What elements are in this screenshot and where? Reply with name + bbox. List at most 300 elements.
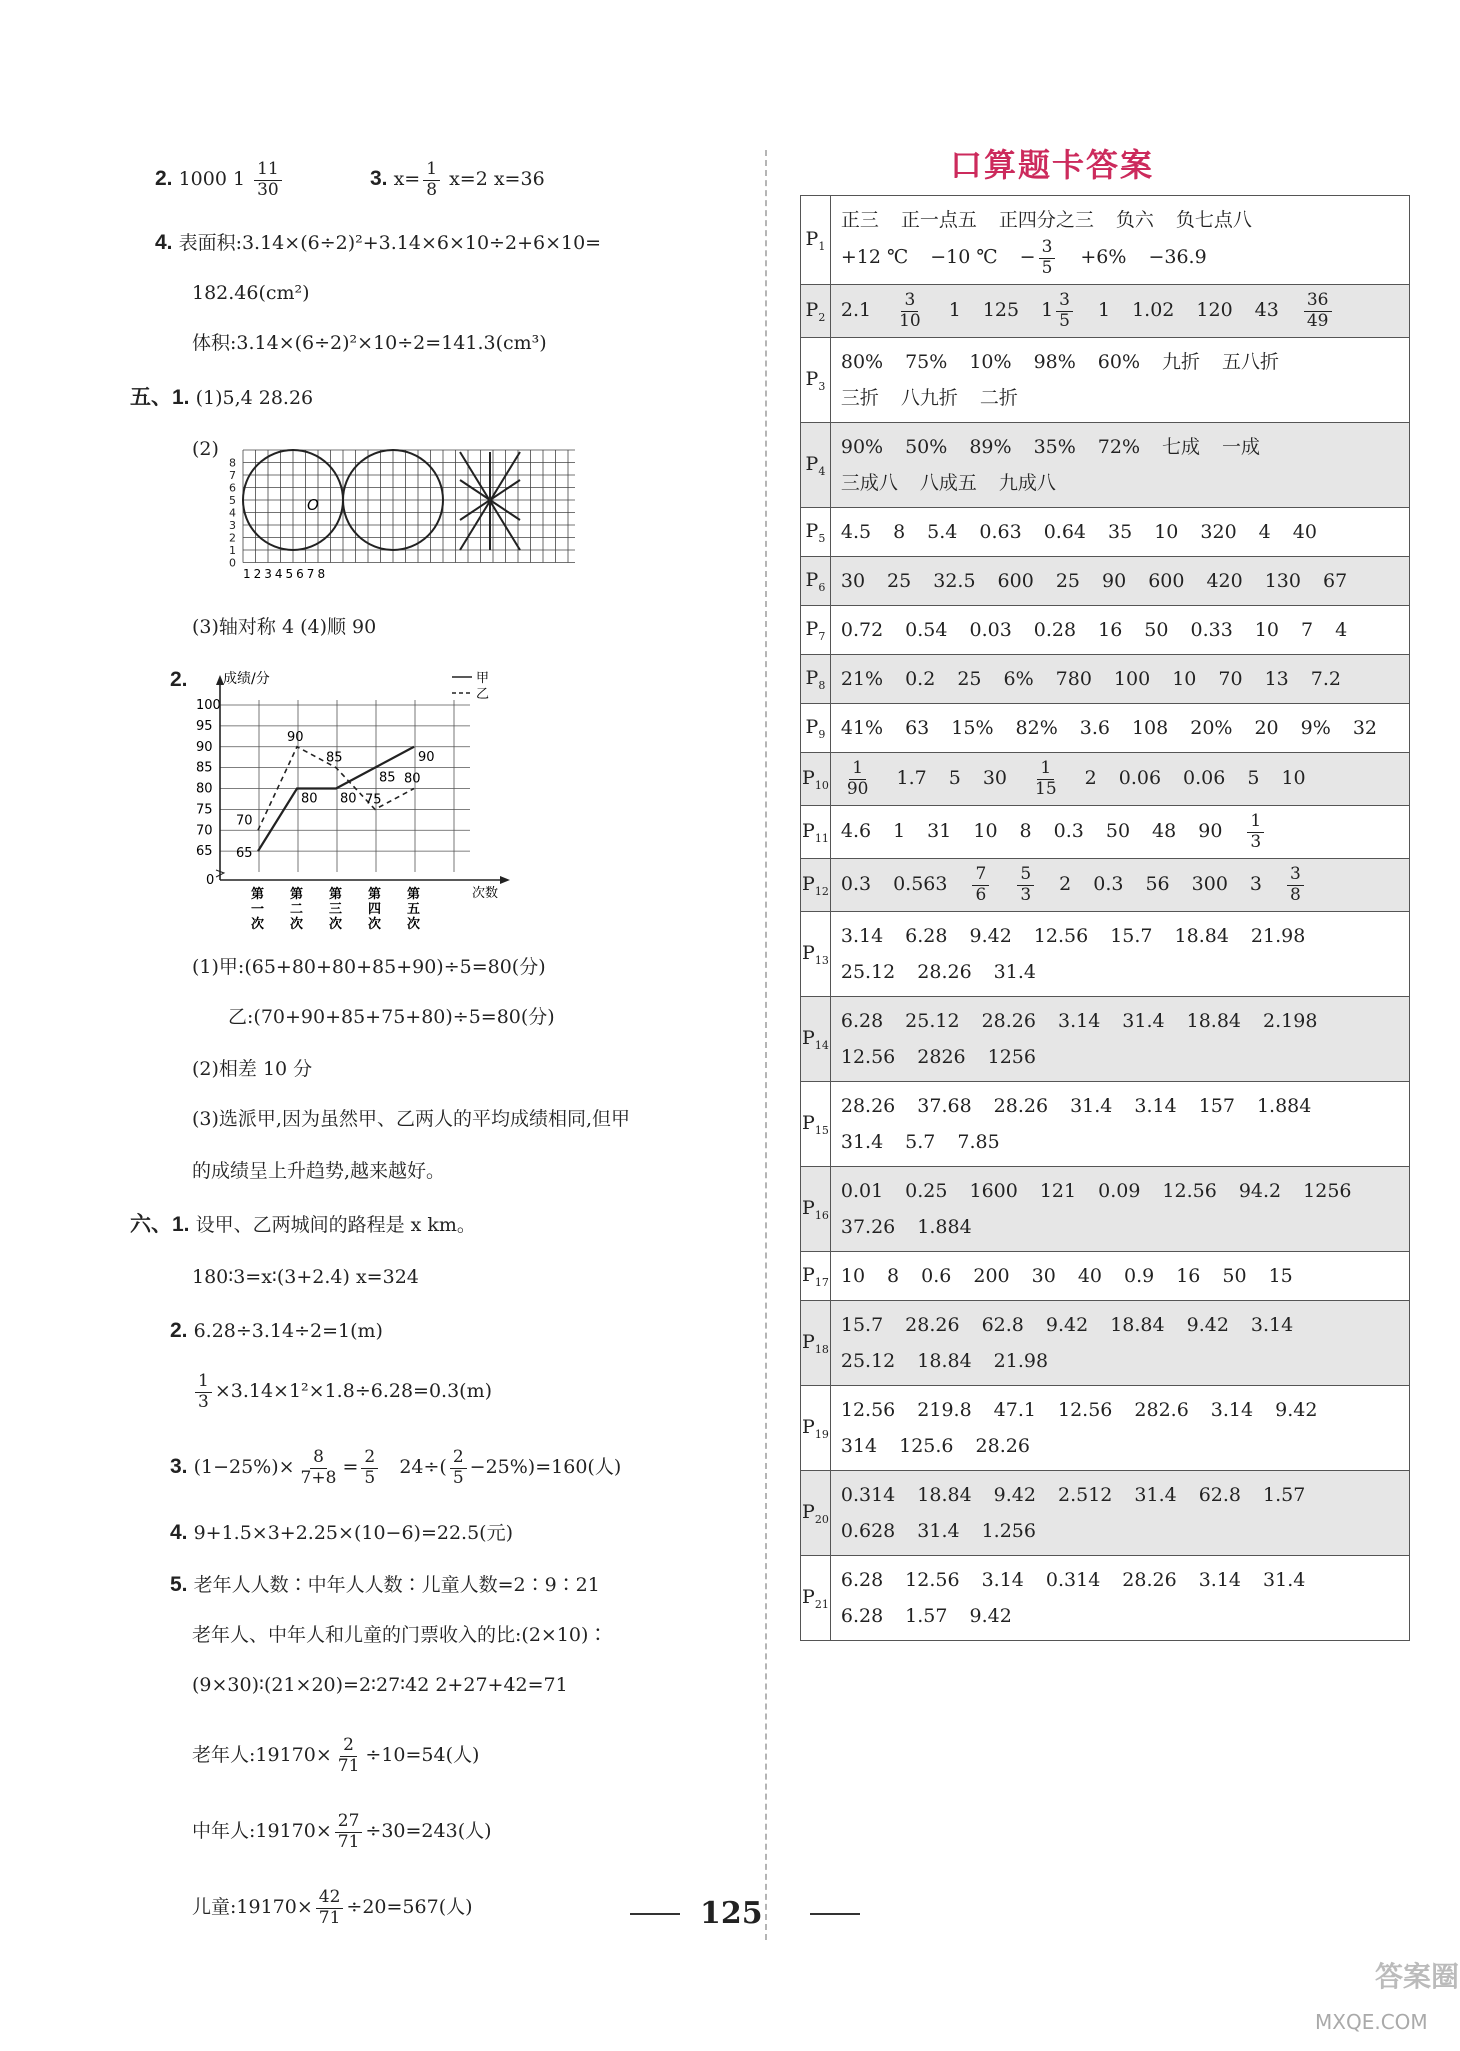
q2-text: 1000 1	[178, 168, 246, 191]
row-label: $P_{14}$	[801, 997, 831, 1082]
s5-calc-line5: 的成绩呈上升趋势,越来越好。	[192, 1160, 446, 1182]
row-line	[841, 865, 1399, 905]
answer-value: 48	[1152, 820, 1177, 843]
answer-value: 40	[1292, 521, 1317, 544]
section5-q2-label: (2)	[192, 438, 219, 460]
watermark-logo: 答案圈	[1375, 1960, 1460, 1993]
answer-value: 15%	[951, 717, 994, 740]
answer-value: 9.42	[993, 1484, 1036, 1507]
answer-value: 120	[1196, 299, 1233, 322]
s6-q5-l4-frac-num: 2	[340, 1736, 357, 1757]
q2-frac-den: 30	[257, 179, 279, 200]
answer-value: 10	[1172, 668, 1197, 691]
answer-value: 八九折	[900, 387, 958, 410]
row-values	[830, 1386, 1409, 1471]
s6-q5-line4	[192, 1736, 479, 1776]
chart-legend	[452, 671, 489, 702]
symmetry-grid-figure	[215, 440, 575, 585]
y-tick-label: 0	[206, 873, 215, 888]
row-line	[841, 563, 1399, 599]
s6-q3-frac3-num: 2	[450, 1448, 467, 1469]
q3-number: 3.	[370, 167, 388, 191]
answer-value: 21.98	[1250, 925, 1306, 948]
s5-calc-line3: (2)相差 10 分	[192, 1058, 313, 1080]
grid-y-tick: 4	[229, 506, 236, 520]
answer-value: 0.63	[979, 521, 1022, 544]
y-tick-label: 75	[196, 802, 213, 818]
answer-value: 3.14	[1134, 1095, 1177, 1118]
row-label: $P_5$	[801, 508, 831, 557]
legend-label-1: 甲	[476, 671, 490, 686]
answer-value: 1 $\frac{3}{5}$	[1041, 291, 1076, 331]
answer-value: 15.7	[840, 1314, 884, 1337]
s6-q5-line1: 老年人人数∶中年人人数∶儿童人数=2∶9∶21	[193, 1574, 600, 1596]
answer-value: 一成	[1222, 436, 1261, 459]
answer-value: 0.25	[905, 1180, 948, 1203]
chart-xlabel: 次数	[472, 886, 499, 901]
answer-value: $\frac{36}{49}$	[1301, 291, 1335, 331]
answer-row-p13	[801, 912, 1410, 997]
answer-value: 72%	[1097, 436, 1141, 459]
answer-value: 75%	[905, 351, 948, 374]
answer-value: 5.4	[927, 521, 958, 544]
answer-value: 10	[1154, 521, 1179, 544]
answer-value: 8	[1019, 820, 1032, 843]
s6-q5-l4b: ÷10=54(人)	[365, 1744, 480, 1767]
q3-text2: x=2 x=36	[449, 168, 545, 191]
answer-value: 15.7	[1110, 925, 1153, 948]
answer-value: $\frac{7}{6}$	[969, 865, 992, 905]
answer-value: 32	[1352, 717, 1377, 740]
answer-value: 28.26	[840, 1095, 896, 1118]
answer-value: 4	[1335, 619, 1348, 642]
answer-value: 62.8	[981, 1314, 1024, 1337]
x-axis-arrow	[500, 876, 510, 884]
row-values	[830, 1556, 1409, 1641]
answer-value: 12.56	[840, 1399, 896, 1422]
row-label: $P_{12}$	[801, 859, 831, 912]
section6-q3	[170, 1448, 621, 1488]
y-tick-label: 80	[196, 781, 213, 797]
s6-q5-l6-frac	[316, 1888, 344, 1928]
row-line	[841, 1039, 1399, 1075]
row-label: $P_4$	[801, 423, 831, 508]
answer-value: $\frac{5}{3}$	[1014, 865, 1037, 905]
row-values	[830, 997, 1409, 1082]
answer-value: 三成八	[840, 472, 898, 495]
data-label: 85	[379, 770, 396, 786]
category-char: 次	[251, 917, 265, 932]
q3-fraction	[423, 160, 440, 200]
y-tick-label: 65	[196, 844, 213, 860]
answer-value: $\frac{1}{3}$	[1244, 812, 1267, 852]
answer-value: 50%	[905, 436, 948, 459]
answer-value: 18.84	[917, 1484, 972, 1507]
q3-frac-num: 1	[423, 160, 440, 181]
answer-value: $\frac{1}{15}$	[1035, 758, 1057, 799]
section6-number: 六、1.	[130, 1213, 190, 1236]
answer-value: 6.28	[840, 1569, 884, 1592]
answer-value: 25	[1055, 570, 1080, 593]
page-number-dash-left	[630, 1913, 680, 1915]
answer-value: 60%	[1097, 351, 1141, 374]
category-char: 第	[329, 887, 343, 902]
answer-value: 108	[1131, 717, 1169, 740]
chart-data-labels	[236, 730, 435, 861]
answer-value: 21.98	[993, 1350, 1049, 1373]
row-line	[841, 1088, 1399, 1124]
answer-value: 320	[1200, 521, 1237, 544]
s6-q2-number: 2.	[170, 1319, 188, 1342]
answer-value: 98%	[1033, 351, 1076, 374]
category-char: 次	[290, 917, 304, 932]
answer-value: 负六	[1115, 209, 1154, 231]
s6-q5-l5-frac-den: 71	[337, 1831, 360, 1852]
answer-value: 0.72	[840, 619, 884, 642]
answer-value: 0.3	[1053, 820, 1084, 843]
row-values	[830, 1082, 1409, 1167]
answer-value: 21%	[840, 668, 884, 691]
grid-y-tick: 1	[229, 544, 236, 557]
answer-value: 90	[1198, 820, 1223, 843]
answer-value: 282.6	[1134, 1399, 1189, 1422]
answer-value: 6.28	[840, 1605, 884, 1628]
s6-q3-frac2	[361, 1448, 378, 1488]
answer-value: 25	[957, 668, 982, 691]
answer-value: 2.512	[1057, 1484, 1113, 1507]
answer-value: 31.4	[917, 1520, 960, 1543]
answer-value: 25.12	[840, 961, 896, 984]
answer-value: 2.1	[840, 299, 872, 322]
legend-label-2: 乙	[476, 687, 490, 702]
s6-q5-l5-frac-num: 27	[335, 1812, 363, 1833]
answer-row-p15	[801, 1082, 1410, 1167]
answer-row-p18	[801, 1301, 1410, 1386]
answer-value: 1.57	[1263, 1484, 1306, 1507]
answer-value: 1.02	[1132, 299, 1175, 322]
row-line	[841, 1392, 1399, 1428]
row-line	[841, 514, 1399, 550]
answer-value: 1600	[969, 1180, 1018, 1203]
center-label-o: O	[307, 496, 319, 514]
answer-value: 219.8	[917, 1399, 972, 1422]
answer-value: −10 ℃	[930, 246, 998, 269]
answer-value: 20%	[1190, 717, 1233, 740]
q4-number: 4.	[155, 231, 173, 254]
answer-row-p6	[801, 557, 1410, 606]
s6-q5-number: 5.	[170, 1573, 188, 1596]
section6-q2-line2	[192, 1372, 492, 1412]
answer-value: 30	[1031, 1265, 1056, 1288]
category-char: 次	[368, 917, 382, 932]
answer-value: 600	[1148, 570, 1185, 593]
column-divider	[765, 150, 767, 1940]
row-label: $P_{10}$	[801, 753, 831, 806]
answer-q3	[370, 160, 545, 200]
watermark-url: MXQE.COM	[1315, 2010, 1428, 2034]
answer-value: 18.84	[1174, 925, 1229, 948]
category-char: 次	[329, 917, 343, 932]
answer-value: 157	[1198, 1095, 1235, 1118]
answer-value: 90%	[840, 436, 884, 459]
y-tick-label: 90	[196, 739, 213, 755]
grid-y-tick: 3	[229, 519, 236, 532]
q2-number: 2.	[155, 167, 173, 191]
grid-y-tick: 5	[229, 494, 236, 507]
answer-value: 1.57	[905, 1605, 948, 1628]
s6-q5-l6-frac-den: 71	[318, 1907, 341, 1928]
answer-value: 37.68	[917, 1095, 972, 1118]
grid-y-tick: 6	[229, 481, 236, 495]
data-label: 65	[236, 846, 253, 862]
data-label: 90	[287, 729, 304, 745]
answer-value: 31.4	[993, 961, 1036, 984]
row-label: $P_1$	[801, 196, 831, 285]
answer-value: 0.9	[1124, 1265, 1155, 1288]
answer-value: 5	[1247, 767, 1260, 790]
data-label: 80	[404, 771, 421, 787]
answer-value: 43	[1254, 299, 1279, 322]
row-values	[830, 1252, 1409, 1301]
answer-value: 89%	[969, 436, 1012, 459]
answer-value: 50	[1105, 820, 1131, 843]
y-tick-label: 70	[196, 823, 213, 839]
answer-value: 0.28	[1033, 619, 1077, 642]
data-label: 80	[301, 791, 318, 807]
answer-value: 3.14	[840, 925, 884, 948]
answer-row-p3	[801, 338, 1410, 423]
answer-value: 31	[927, 820, 952, 843]
row-line	[841, 1343, 1399, 1379]
answer-value: 12.56	[840, 1046, 896, 1069]
row-line	[841, 1209, 1399, 1245]
answer-row-p7	[801, 606, 1410, 655]
s6-q5-l6-frac-num: 42	[316, 1888, 344, 1909]
answer-value: 80%	[840, 351, 884, 374]
row-label: $P_{19}$	[801, 1386, 831, 1471]
answer-value: 70	[1218, 668, 1243, 691]
answer-value: 6.28	[840, 1010, 884, 1033]
s6-q3-b: =	[342, 1456, 359, 1479]
s6-q2-text: 6.28÷3.14÷2=1(m)	[193, 1320, 383, 1342]
answer-value: 三折	[840, 387, 879, 410]
answer-value: 3.14	[1250, 1314, 1294, 1337]
s6-q3-frac3	[450, 1448, 467, 1488]
y-tick-label: 95	[196, 718, 213, 734]
grid-y-tick: 8	[229, 456, 236, 470]
answer-value: 2	[1084, 767, 1097, 790]
answer-value: 130	[1264, 570, 1301, 593]
s6-q5-line3: (9×30)∶(21×20)=2∶27∶42 2+27+42=71	[192, 1674, 568, 1696]
s6-q3-c: 24÷(	[399, 1456, 447, 1479]
row-line	[841, 344, 1399, 380]
row-label: $P_3$	[801, 338, 831, 423]
answer-value: 125.6	[899, 1435, 954, 1458]
row-line	[841, 238, 1399, 278]
s6-q5-l5a: 中年人:19170×	[192, 1820, 332, 1843]
row-line	[841, 954, 1399, 990]
answer-value: 1	[1098, 299, 1111, 322]
data-label: 75	[365, 792, 382, 808]
answer-row-p9	[801, 704, 1410, 753]
row-line	[841, 1307, 1399, 1343]
answer-value: 90	[1102, 570, 1127, 593]
answer-value: 0.54	[905, 619, 948, 642]
answer-value: 0.64	[1043, 521, 1087, 544]
row-values	[830, 196, 1409, 285]
s6-q5-line2: 老年人、中年人和儿童的门票收入的比:(2×10)∶	[192, 1624, 608, 1646]
answer-row-p20	[801, 1471, 1410, 1556]
s6-q5-l5-frac	[335, 1812, 363, 1852]
oral-calc-answer-table	[800, 195, 1410, 1641]
answer-value: 31.4	[840, 1131, 884, 1154]
answer-value: 1.7	[896, 767, 927, 790]
answer-value: 7	[1300, 619, 1314, 642]
answer-value: 62.8	[1198, 1484, 1242, 1507]
answer-value: 300	[1191, 873, 1228, 896]
answer-value: 6%	[1003, 668, 1034, 691]
answer-value: 31.4	[1122, 1010, 1165, 1033]
y-tick-label: 85	[196, 760, 213, 776]
data-label: 90	[418, 749, 435, 765]
answer-value: 0.314	[840, 1484, 896, 1507]
section5-q2-number: 2.	[170, 668, 188, 691]
data-label: 85	[326, 750, 343, 766]
row-values	[830, 753, 1409, 806]
section6-q1-line2: 180∶3=x∶(3+2.4) x=324	[192, 1266, 419, 1288]
answer-value: 3.14	[981, 1569, 1024, 1592]
answer-value: 4.6	[840, 820, 872, 843]
row-line	[841, 759, 1399, 799]
row-line	[841, 918, 1399, 954]
answer-value: 0.06	[1183, 767, 1226, 790]
answer-value: 18.84	[1110, 1314, 1165, 1337]
chart-ylabel: 成绩/分	[223, 671, 270, 687]
row-values	[830, 338, 1409, 423]
category-char: 第	[290, 887, 304, 902]
row-label: $P_7$	[801, 606, 831, 655]
row-line	[841, 661, 1399, 697]
answer-value: 63	[905, 717, 930, 740]
answer-value: 0.01	[840, 1180, 884, 1203]
answer-value: 30	[982, 767, 1007, 790]
answer-row-p10	[801, 753, 1410, 806]
q2-fraction	[254, 160, 282, 200]
section5-q1	[130, 387, 313, 408]
answer-value: 31.4	[1134, 1484, 1177, 1507]
answer-row-p21	[801, 1556, 1410, 1641]
s6-q3-frac1	[298, 1448, 340, 1488]
answer-value: 28.26	[905, 1314, 960, 1337]
answer-value: 31.4	[1263, 1569, 1306, 1592]
page-number: 125	[700, 1896, 763, 1931]
category-char: 第	[368, 887, 382, 902]
answer-value: 420	[1206, 570, 1243, 593]
answer-row-p8	[801, 655, 1410, 704]
s6-q5-line6	[192, 1888, 473, 1928]
row-values	[830, 912, 1409, 997]
answer-value: 九折	[1162, 351, 1201, 374]
s6-q5-l5b: ÷30=243(人)	[365, 1820, 492, 1843]
answer-value: 50	[1144, 619, 1169, 642]
answer-value: 9.42	[1045, 1314, 1089, 1337]
row-line	[841, 380, 1399, 416]
s6-q3-d: −25%)=160(人)	[469, 1456, 622, 1479]
answer-value: 0.314	[1045, 1569, 1101, 1592]
answer-value: 正四分之三	[998, 209, 1094, 231]
answer-value: 7.85	[957, 1131, 1000, 1154]
answer-value: 35%	[1033, 436, 1076, 459]
answer-value: 121	[1039, 1180, 1077, 1203]
s6-q3-frac1-den: 7+8	[300, 1467, 337, 1488]
category-char: 第	[251, 887, 265, 902]
answer-value: 10%	[969, 351, 1012, 374]
answer-value: 100	[1113, 668, 1151, 691]
row-line	[841, 1173, 1399, 1209]
row-values	[830, 557, 1409, 606]
row-label: $P_{13}$	[801, 912, 831, 997]
answer-value: 28.26	[981, 1010, 1036, 1033]
row-label: $P_{11}$	[801, 806, 831, 859]
answer-value: 15	[1268, 1265, 1293, 1288]
answer-value: 47.1	[993, 1399, 1036, 1422]
answer-value: 0.3	[840, 873, 872, 896]
answer-row-p11	[801, 806, 1410, 859]
answer-value: 314	[840, 1435, 878, 1458]
answer-value: 20	[1254, 717, 1279, 740]
row-values	[830, 508, 1409, 557]
s6-q4-text: 9+1.5×3+2.25×(10−6)=22.5(元)	[193, 1522, 514, 1544]
answer-value: 2826	[917, 1046, 966, 1069]
row-values	[830, 285, 1409, 338]
answer-value: 0.628	[840, 1520, 896, 1543]
category-char: 第	[407, 887, 421, 902]
row-label: $P_{17}$	[801, 1252, 831, 1301]
answer-value: 35	[1108, 521, 1133, 544]
section6-q5	[170, 1574, 600, 1595]
s6-q3-frac3-den: 5	[452, 1467, 464, 1488]
answer-value: 负七点八	[1175, 209, 1252, 231]
answer-card-title: 口算题卡答案	[950, 146, 1155, 184]
answer-value: 67	[1322, 570, 1348, 593]
q3-frac-den: 8	[426, 179, 438, 200]
answer-value: 37.26	[840, 1216, 896, 1239]
s6-q5-l6a: 儿童:19170×	[192, 1896, 313, 1919]
answer-value: 780	[1055, 668, 1092, 691]
answer-value: 9%	[1300, 717, 1331, 740]
answer-row-p17	[801, 1252, 1410, 1301]
row-line	[841, 1598, 1399, 1634]
grid-y-tick: 2	[229, 531, 236, 545]
s5-calc-line4: (3)选派甲,因为虽然甲、乙两人的平均成绩相同,但甲	[192, 1108, 630, 1130]
answer-value: 0.3	[1093, 873, 1124, 896]
grid-y-ticks	[229, 457, 236, 570]
answer-value: 9.42	[969, 1605, 1012, 1628]
answer-value: 12.56	[1033, 925, 1089, 948]
answer-value: 82%	[1015, 717, 1058, 740]
s6-q5-l4a: 老年人:19170×	[192, 1744, 332, 1767]
answer-row-p4	[801, 423, 1410, 508]
q3-text1: x=	[393, 168, 421, 191]
category-char: 五	[407, 902, 421, 917]
data-label: 70	[236, 813, 253, 829]
section6-q2	[170, 1320, 383, 1341]
answer-value: 2	[1059, 873, 1072, 896]
s6-q5-l4-frac	[335, 1736, 363, 1776]
answer-value: 正三	[840, 209, 879, 231]
answer-value: 9.42	[1275, 1399, 1318, 1422]
answer-value: 31.4	[1070, 1095, 1113, 1118]
